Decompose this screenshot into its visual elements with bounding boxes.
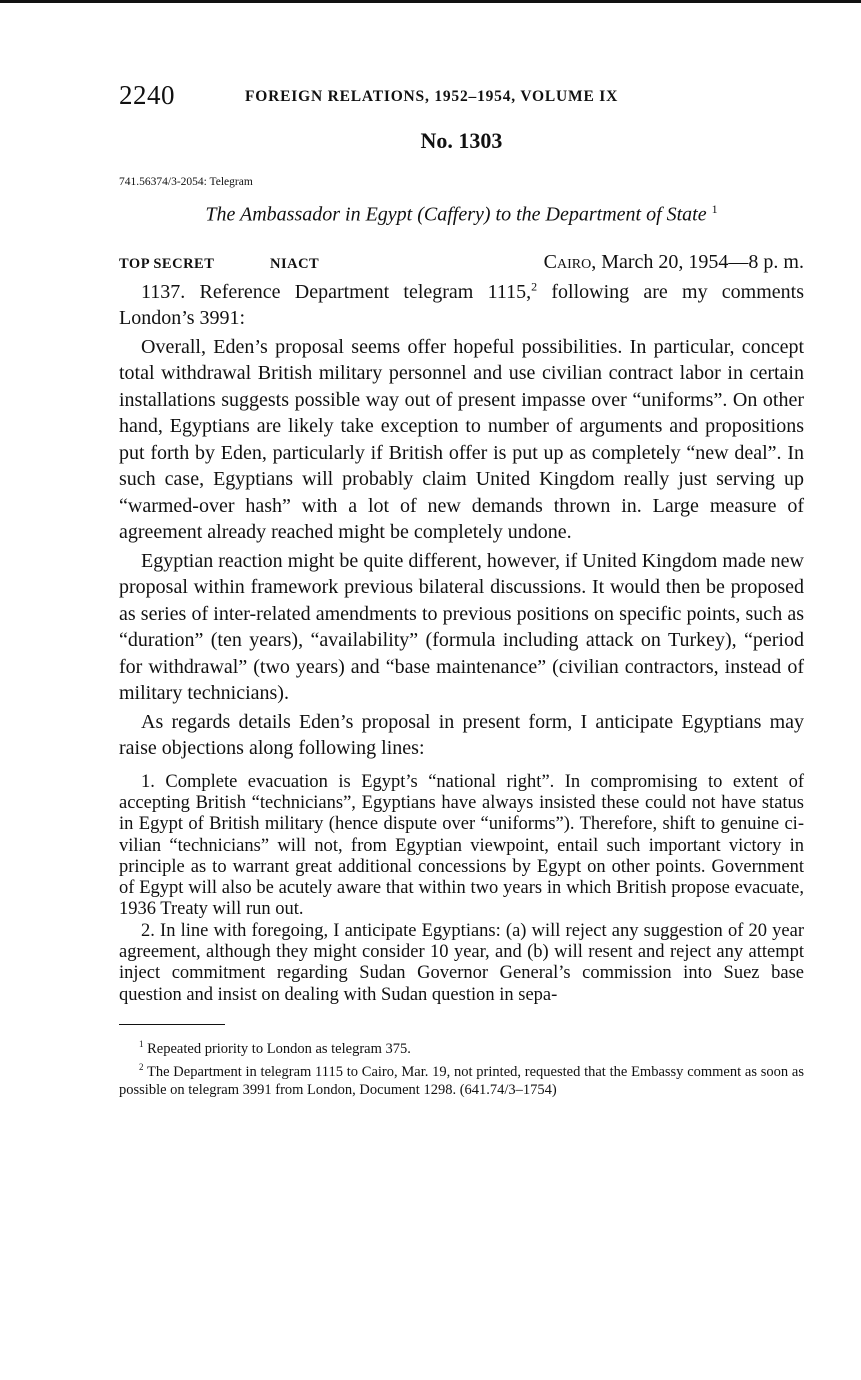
paragraph-2: Overall, Eden’s proposal seems offer hopeful possibilities. In particular, concept total withdrawal British military personnel and use civilian contract labor in certain installations suggests possible way out of present impasse over “uniforms”. On other hand, Egyptians are likely take exception to number of arguments and propositions put forth by Eden, particularly if British offer is put up as completely “new deal”. In such case, Egyptians will probably claim United Kingdom really just serving up “warmed-over hash” with a lot of new demands thrown in. Large measure of agreement already reached might be completely undone. [119, 335, 804, 544]
dateline [119, 251, 804, 279]
footnote-1-mark: 1 [139, 1038, 144, 1049]
footnote-1 [119, 1035, 804, 1058]
footnote-mark-2: 2 [531, 279, 538, 293]
running-head: FOREIGN RELATIONS, 1952–1954, VOLUME IX [245, 88, 619, 105]
page-header [119, 80, 804, 116]
quoted-list [119, 772, 804, 1006]
document-page [119, 80, 804, 1099]
footnote-divider [119, 1024, 225, 1025]
footnote-2-mark: 2 [139, 1061, 144, 1072]
file-reference: 741.56374/3-2054: Telegram [119, 176, 253, 188]
paragraph-1-end: following are my comments London’s 3991: [119, 280, 805, 330]
list-item-2: 2. In line with foregoing, I anticipate Egyptians: (a) will reject any suggestion of 20 year agreement, although they might consider 10 year, and (b) will resent and reject any attempt inject commitment regarding Sudan Governor General’s commission into Suez base question and insist on dealing with Sudan question in sepa- [119, 920, 804, 1005]
paragraph-1 [119, 279, 804, 332]
document-number: No. 1303 [420, 128, 503, 153]
paragraph-4: As regards details Eden’s proposal in present form, I anticipate Egyptians may raise objections along following lines: [119, 710, 804, 760]
document-title [119, 202, 804, 227]
list-item-1: 1. Complete evacuation is Egypt’s “national right”. In compromising to extent of accepting British “technicians”, Egyptians have always insisted these could not have status in Egypt of British military (hence dispute over “uniforms”). Therefore, shift to genuine civilian “technicians” will not, from Egyptian viewpoint, entail such important victory in principle as to warrant great additional concessions by Egypt on other points. Government of Egypt will also be acutely aware that within two years in which British propose evacuate, 1936 Treaty will run out. [119, 771, 804, 920]
title-footnote-mark: 1 [711, 202, 718, 216]
place-and-date [544, 251, 804, 274]
footnote-1-text: Repeated priority to London as telegram 375. [143, 1040, 411, 1057]
date: March 20, 1954—8 p. m. [596, 250, 804, 273]
paragraph-3: Egyptian reaction might be quite different, however, if United Kingdom made new proposal within framework previous bilateral discussions. It would then be proposed as series of inter-related amendments to previous positions on specific points, such as “duration” (ten years), “availability” (formula including attack on Turkey), “period for withdrawal” (two years) and “base maintenance” (civilian contractors, instead of military technicians). [119, 549, 804, 705]
paragraph-1-start: 1137. Reference Department telegram 1115, [141, 280, 532, 303]
classification-label: TOP SECRET [119, 255, 215, 272]
footnote-2-text: The Department in telegram 1115 to Cairo, Mar. 19, not printed, requested that the Embassy comment as soon as possible on telegram 3991 from London, Document 1298. (641.74/3–1754) [119, 1063, 804, 1098]
priority-label: NIACT [270, 255, 320, 272]
page-number: 2240 [119, 80, 175, 110]
place: Cairo, [543, 250, 597, 273]
document-title-text: The Ambassador in Egypt (Caffery) to the Department of State [205, 203, 707, 226]
footnote-2 [119, 1058, 804, 1099]
page-top-border [0, 0, 861, 3]
